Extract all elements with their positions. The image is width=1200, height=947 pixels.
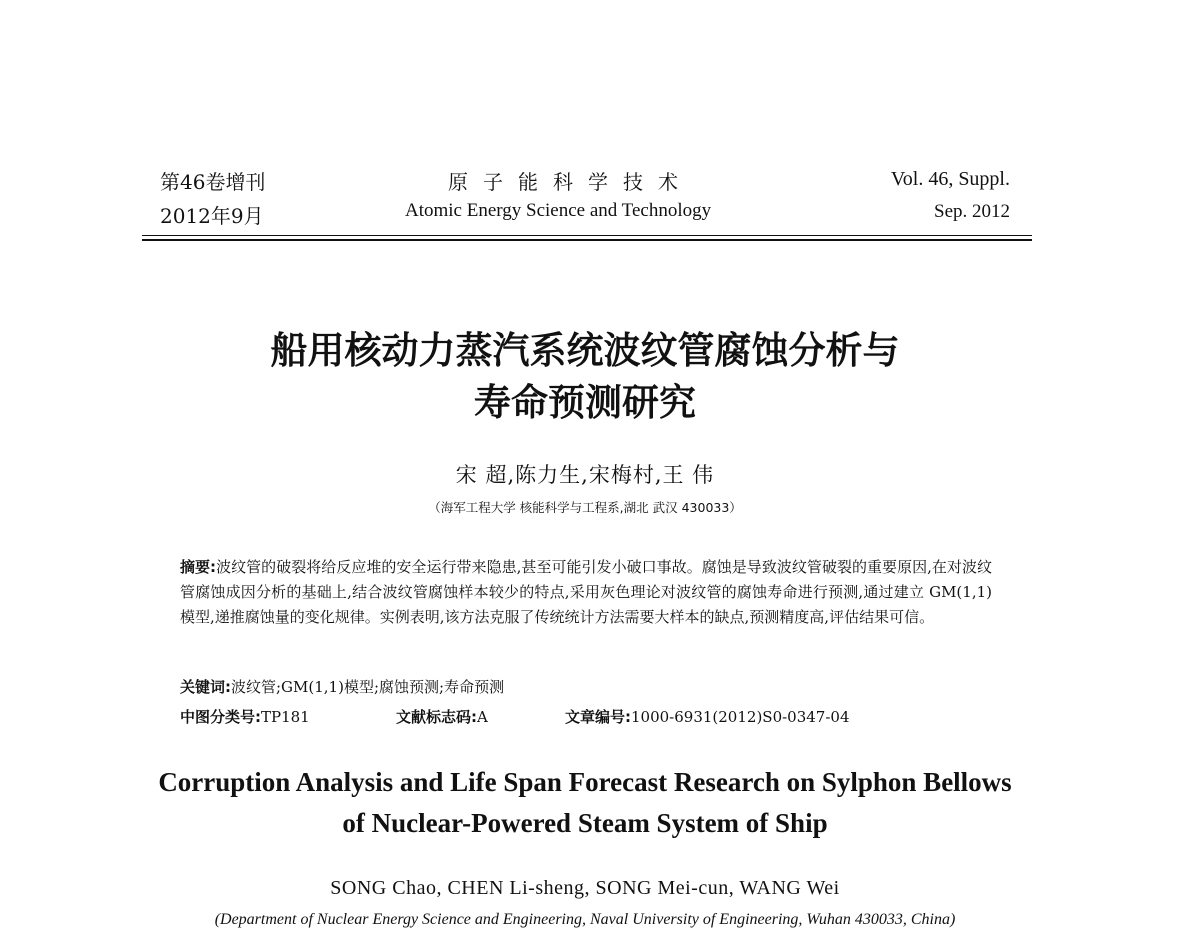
paper-title-cn-line2: 寿命预测研究: [474, 381, 696, 424]
abstract-text: 波纹管的破裂将给反应堆的安全运行带来隐患,甚至可能引发小破口事故。腐蚀是导致波纹管破裂的重要原因,在对波纹管腐蚀成因分析的基础上,结合波纹管腐蚀样本较少的特点,采用灰色理论对波纹管的腐蚀寿命进行预测,通过建立 GM(1,1)模型,递推腐蚀量的变化规律。实例表明,该方法克服了传统统计方法需要大样本的缺点,预测精度高,评估结果可信。: [180, 558, 993, 626]
affiliation-en: (Department of Nuclear Energy Science and Engineering, Naval University of Engineering, Wuhan 430033, China): [214, 911, 956, 928]
authors-cn: 宋 超,陈力生,宋梅村,王 伟: [455, 463, 715, 487]
header-rule-top: [142, 235, 1032, 236]
article-number-value: 1000-6931(2012)S0-0347-04: [631, 708, 850, 726]
document-code-value: A: [477, 708, 488, 726]
volume-en: Vol. 46, Suppl.: [890, 168, 1010, 190]
date-cn: 2012年9月: [160, 204, 264, 228]
abstract-label: 摘要:: [180, 558, 217, 576]
keywords-label: 关键词:: [180, 678, 231, 696]
paper-title-en-line2: of Nuclear-Powered Steam System of Ship: [342, 808, 828, 838]
keywords: [180, 676, 504, 697]
header-rule-bottom: [142, 239, 1032, 241]
affiliation-cn: （海军工程大学 核能科学与工程系,湖北 武汉 430033）: [428, 500, 742, 515]
abstract: [180, 555, 992, 630]
clc-number: [180, 706, 310, 727]
document-code-label: 文献标志码:: [396, 708, 477, 726]
document-code: [396, 706, 488, 727]
journal-title-cn: 原子能科学技术: [448, 170, 693, 194]
clc-value: TP181: [261, 708, 310, 726]
keywords-text: 波纹管;GM(1,1)模型;腐蚀预测;寿命预测: [231, 678, 505, 696]
article-number-label: 文章编号:: [565, 708, 631, 726]
journal-title-en: Atomic Energy Science and Technology: [405, 200, 712, 221]
date-en: Sep. 2012: [934, 201, 1010, 222]
volume-cn: 第46卷增刊: [160, 170, 266, 194]
clc-label: 中图分类号:: [180, 708, 261, 726]
authors-en: SONG Chao, CHEN Li-sheng, SONG Mei-cun, WANG Wei: [330, 877, 840, 899]
paper-title-en-line1: Corruption Analysis and Life Span Forecast Research on Sylphon Bellows: [158, 767, 1012, 797]
paper-title-cn-line1: 船用核动力蒸汽系统波纹管腐蚀分析与: [270, 329, 900, 372]
article-number: [565, 706, 850, 727]
